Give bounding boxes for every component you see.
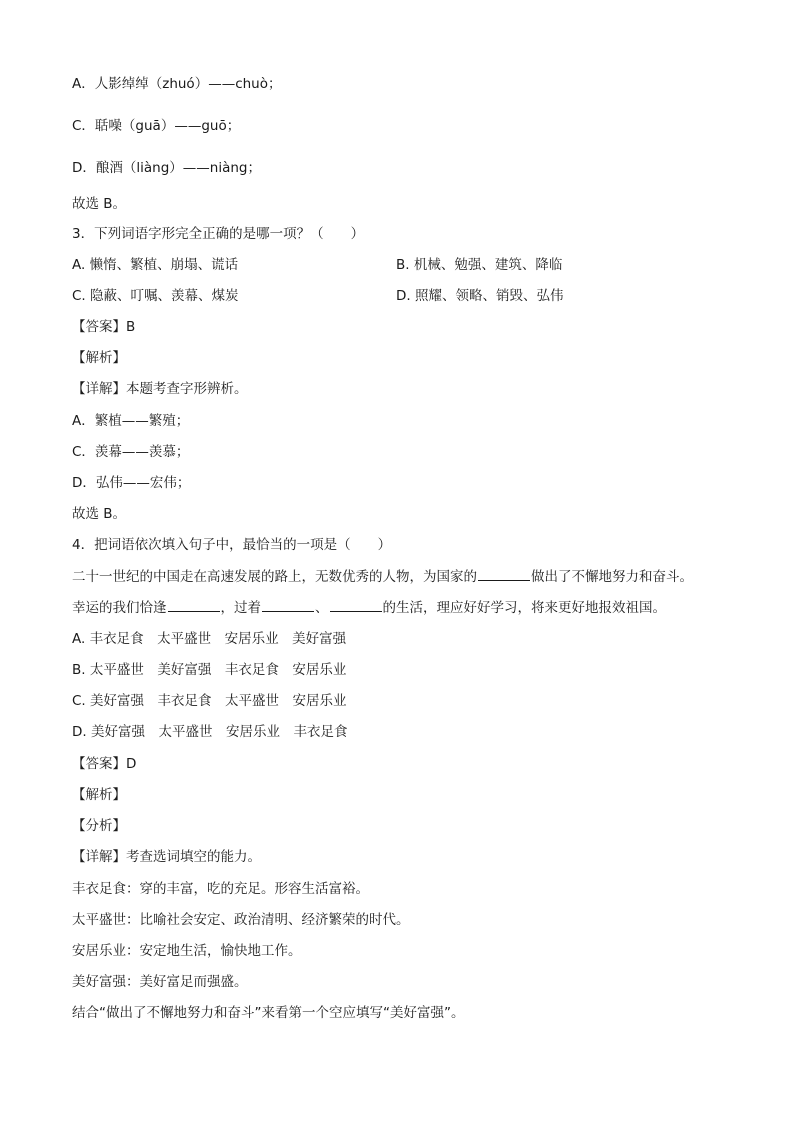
question-3-option-d: D. 照耀、领略、销毁、弘伟	[396, 288, 564, 304]
explanation-line: D．酿酒（liàng）——niàng；	[72, 160, 261, 176]
sentence-text: 、	[315, 600, 329, 616]
analysis-label: 【分析】	[72, 818, 126, 834]
answer-label: 【答案】B	[72, 319, 136, 335]
question-4-sentence-2	[72, 599, 666, 617]
definition-line: 太平盛世：比喻社会安定、政治清明、经济繁荣的时代。	[72, 912, 410, 928]
fill-blank	[478, 568, 530, 581]
fill-blank	[168, 599, 220, 612]
conclusion-line: 故选 B。	[72, 196, 127, 212]
question-4-stem: 4．把词语依次填入句子中，最恰当的一项是（ ）	[72, 537, 392, 553]
analysis-label: 【解析】	[72, 350, 126, 366]
analysis-label: 【解析】	[72, 787, 126, 803]
answer-label: 【答案】D	[72, 756, 137, 772]
explanation-line: A．人影绰绰（zhuó）——chuò；	[72, 76, 282, 92]
sentence-text: 做出了不懈地努力和奋斗。	[531, 569, 693, 585]
conclusion-line: 结合“做出了不懈地努力和奋斗”来看第一个空应填写“美好富强”。	[72, 1005, 465, 1021]
explanation-line: A．繁植——繁殖；	[72, 413, 190, 429]
question-4-option-b: B. 太平盛世 美好富强 丰衣足食 安居乐业	[72, 662, 347, 678]
question-3-option-b: B. 机械、勉强、建筑、降临	[396, 257, 563, 273]
explanation-line: D．弘伟——宏伟；	[72, 475, 191, 491]
fill-blank	[330, 599, 382, 612]
detail-label: 【详解】本题考查字形辨析。	[72, 381, 248, 397]
question-4-option-a: A. 丰衣足食 太平盛世 安居乐业 美好富强	[72, 631, 347, 647]
sentence-text: 的生活，理应好好学习，将来更好地报效祖国。	[382, 600, 666, 616]
definition-line: 美好富强：美好富足而强盛。	[72, 974, 248, 990]
question-3-option-a: A. 懒惰、繁植、崩塌、谎话	[72, 257, 239, 273]
sentence-text: 幸运的我们恰逢	[72, 600, 167, 616]
question-4-option-c: C. 美好富强 丰衣足食 太平盛世 安居乐业	[72, 693, 347, 709]
sentence-text: ，过着	[220, 600, 261, 616]
question-4-option-d: D. 美好富强 太平盛世 安居乐业 丰衣足食	[72, 724, 348, 740]
definition-line: 丰衣足食：穿的丰富，吃的充足。形容生活富裕。	[72, 881, 369, 897]
explanation-line: C．聒噪（guā）——guō；	[72, 118, 241, 134]
question-3-stem: 3．下列词语字形完全正确的是哪一项？（ ）	[72, 226, 365, 242]
conclusion-line: 故选 B。	[72, 506, 127, 522]
question-4-sentence-1	[72, 568, 693, 586]
question-3-option-c: C. 隐蔽、叮嘱、羡幕、煤炭	[72, 288, 239, 304]
sentence-text: 二十一世纪的中国走在高速发展的路上，无数优秀的人物，为国家的	[72, 569, 477, 585]
definition-line: 安居乐业：安定地生活，愉快地工作。	[72, 943, 302, 959]
detail-label: 【详解】考查选词填空的能力。	[72, 849, 261, 865]
fill-blank	[262, 599, 314, 612]
explanation-line: C．羡幕——羡慕；	[72, 444, 190, 460]
